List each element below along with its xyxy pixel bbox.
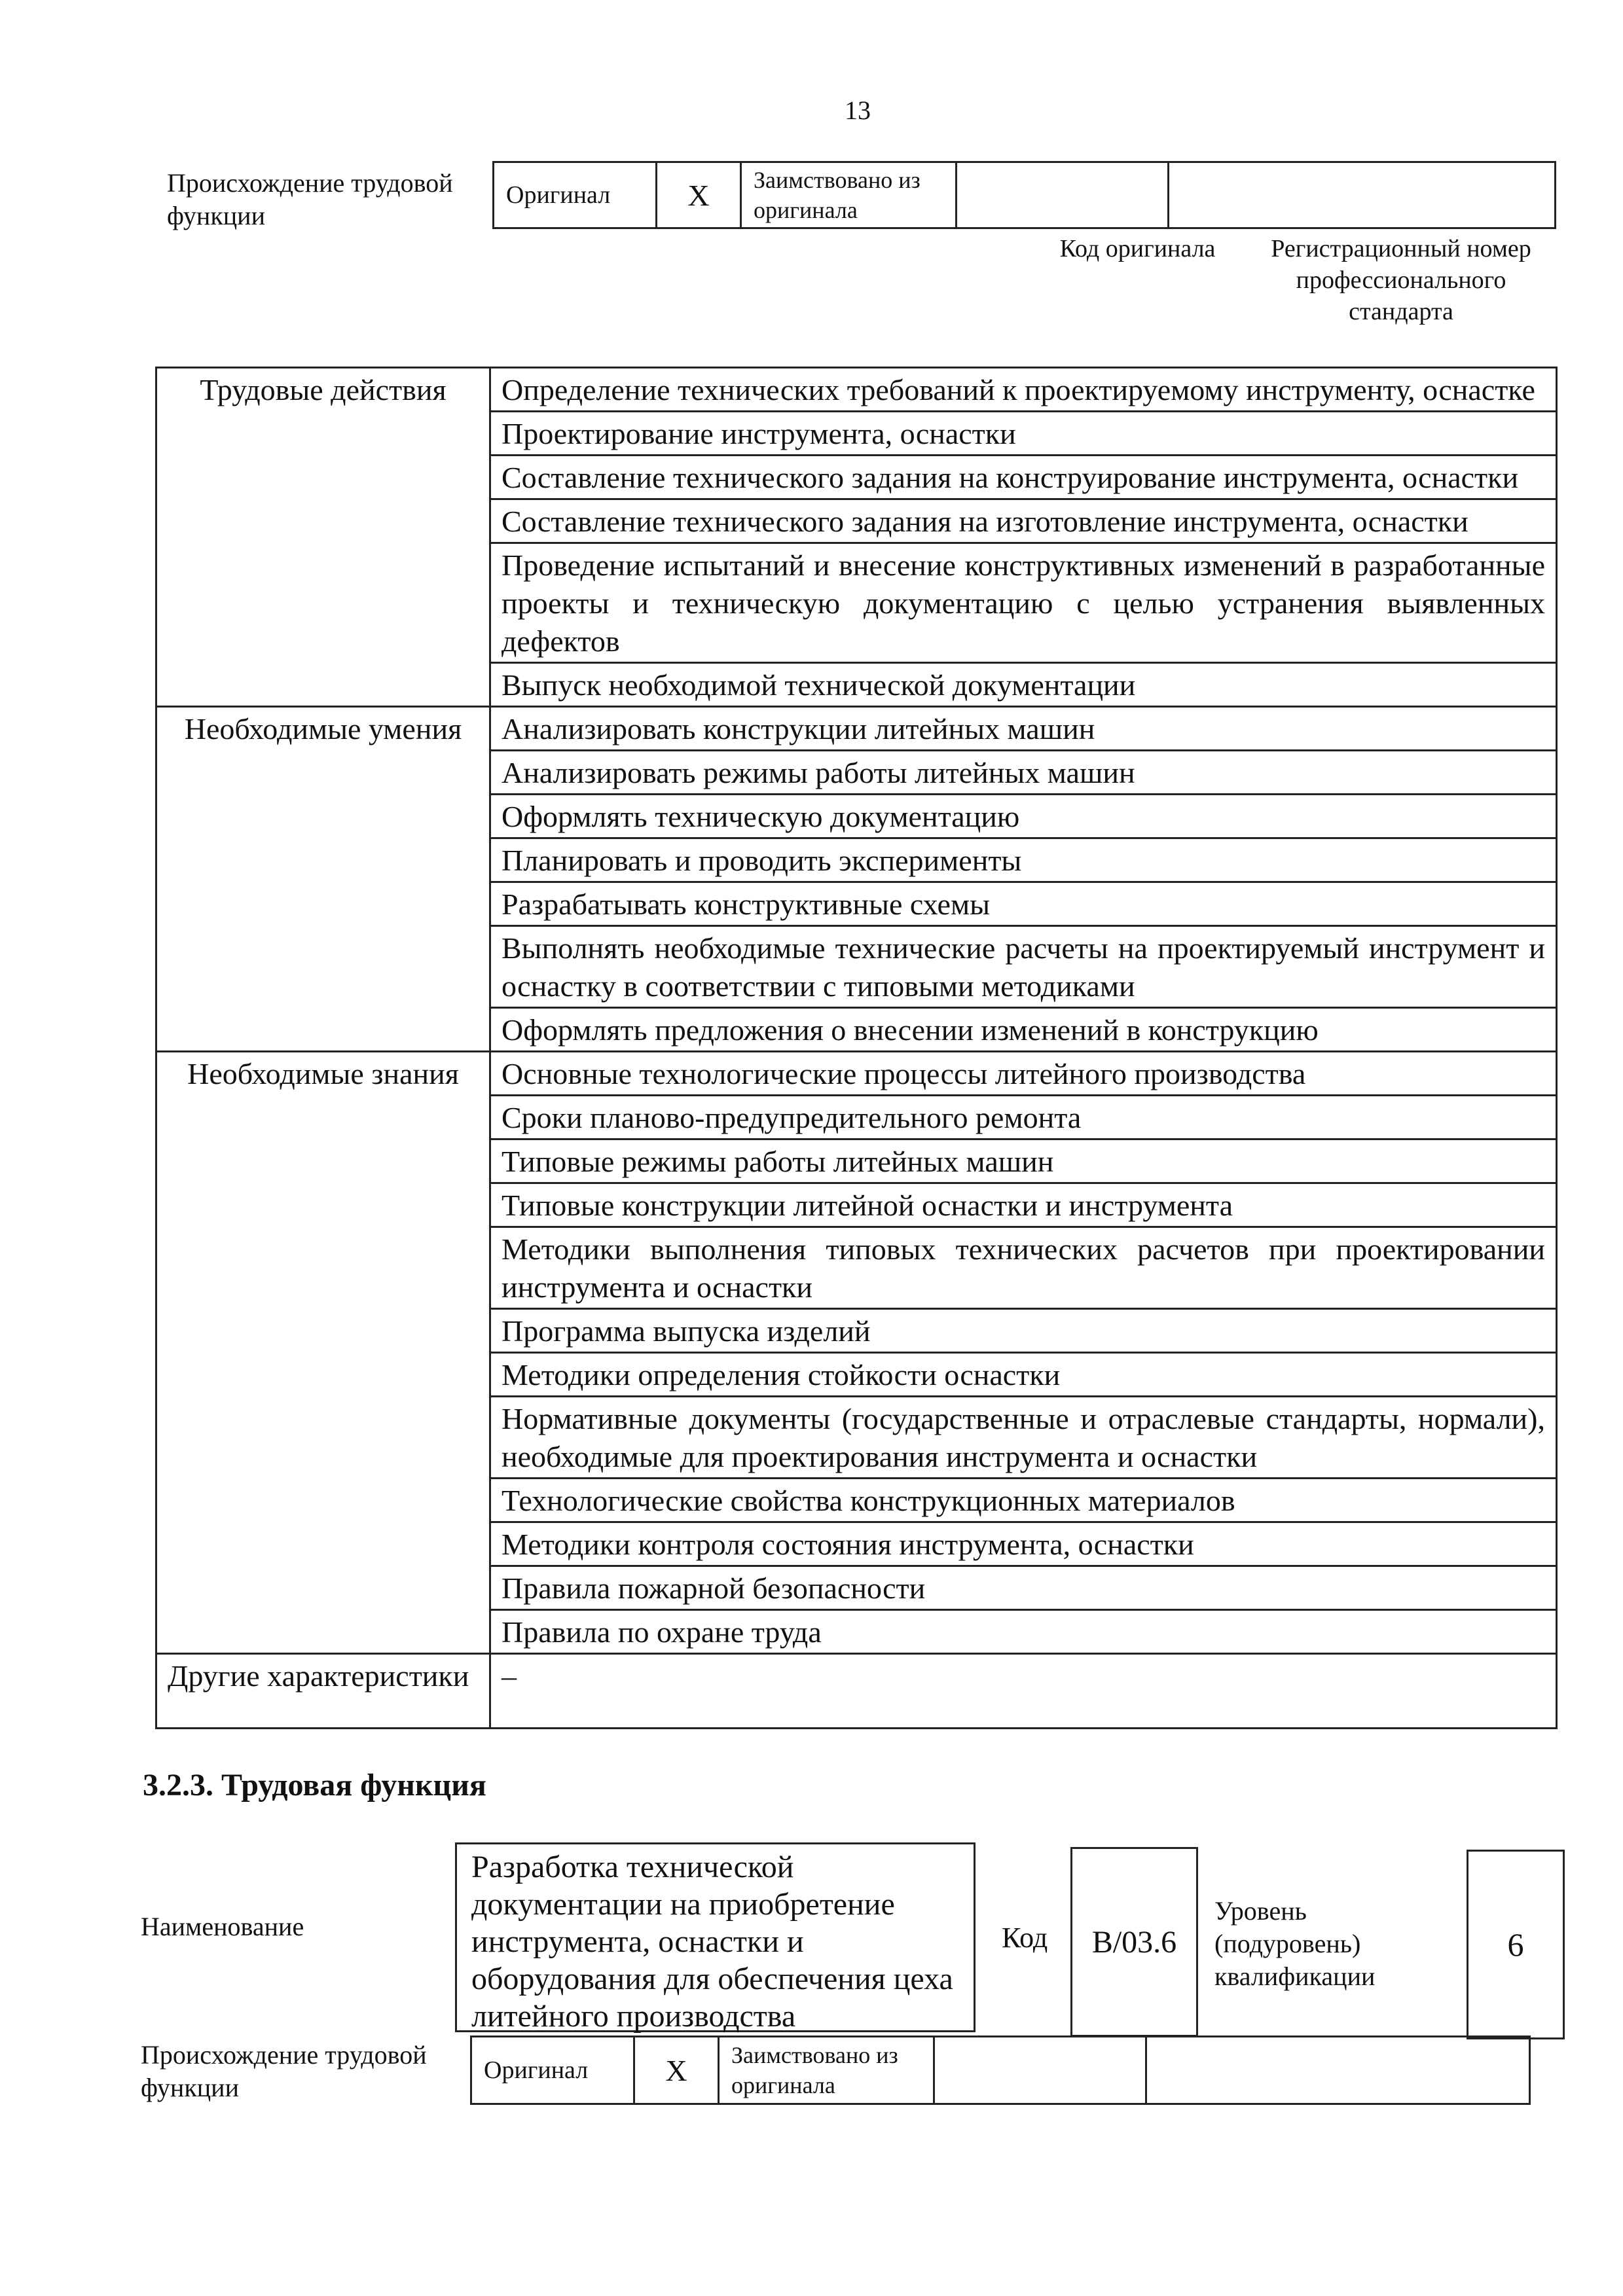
origin-code-cell-bottom xyxy=(934,2037,1146,2104)
origin-original: Оригинал xyxy=(494,162,657,228)
origin-code-cell xyxy=(957,162,1169,228)
skills-label: Необходимые умения xyxy=(156,707,490,1052)
actions-item: Проектирование инструмента, оснастки xyxy=(490,412,1557,456)
skills-item: Оформлять предложения о внесении изменений в конструкцию xyxy=(490,1008,1557,1052)
other-value: – xyxy=(490,1654,1557,1729)
actions-item: Составление технического задания на изготовление инструмента, оснастки xyxy=(490,499,1557,543)
table-row xyxy=(156,1052,1557,1096)
function-code: B/03.6 xyxy=(1070,1847,1198,2037)
knowledge-item: Правила пожарной безопасности xyxy=(490,1566,1557,1610)
actions-label: Трудовые действия xyxy=(156,368,490,707)
skills-item: Разрабатывать конструктивные схемы xyxy=(490,882,1557,926)
skills-item: Анализировать режимы работы литейных машин xyxy=(490,751,1557,795)
origin-mark: X xyxy=(657,162,741,228)
knowledge-item: Сроки планово-предупредительного ремонта xyxy=(490,1096,1557,1139)
knowledge-item: Программа выпуска изделий xyxy=(490,1309,1557,1353)
name-label: Наименование xyxy=(141,1912,304,1941)
skills-item: Оформлять техническую документацию xyxy=(490,795,1557,838)
actions-item: Выпуск необходимой технической документации xyxy=(490,663,1557,707)
level-value: 6 xyxy=(1467,1850,1565,2039)
table-row xyxy=(156,368,1557,412)
knowledge-item: Типовые конструкции литейной оснастки и инструмента xyxy=(490,1183,1557,1227)
section-title: 3.2.3. Трудовая функция xyxy=(143,1768,486,1803)
competency-table xyxy=(155,367,1558,1729)
origin-borrowed-bottom: Заимствовано из оригинала xyxy=(719,2037,934,2104)
knowledge-item: Методики определения стойкости оснастки xyxy=(490,1353,1557,1397)
knowledge-item: Типовые режимы работы литейных машин xyxy=(490,1139,1557,1183)
knowledge-item: Методики выполнения типовых технических расчетов при проектировании инструмента и оснастки xyxy=(490,1227,1557,1309)
origin-label-bottom: Происхождение трудовой функции xyxy=(141,2040,427,2102)
origin-reg-cell xyxy=(1169,162,1556,228)
origin-borrowed: Заимствовано из оригинала xyxy=(741,162,957,228)
actions-item: Определение технических требований к проектируемому инструменту, оснастке xyxy=(490,368,1557,412)
table-row xyxy=(156,1654,1557,1729)
origin-reg-caption: Регистрационный номер профессионального стандарта xyxy=(1271,235,1531,325)
actions-item: Составление технического задания на конструирование инструмента, оснастки xyxy=(490,456,1557,499)
skills-item: Выполнять необходимые технические расчеты на проектируемый инструмент и оснастку в соответствии с типовыми методиками xyxy=(490,926,1557,1008)
level-label: Уровень (подуровень) квалификации xyxy=(1214,1896,1376,1991)
code-label: Код xyxy=(1002,1922,1048,1954)
knowledge-item: Методики контроля состояния инструмента, оснастки xyxy=(490,1522,1557,1566)
knowledge-item: Технологические свойства конструкционных материалов xyxy=(490,1479,1557,1522)
page-number: 13 xyxy=(845,96,871,125)
skills-item: Анализировать конструкции литейных машин xyxy=(490,707,1557,751)
origin-reg-cell-bottom xyxy=(1146,2037,1530,2104)
knowledge-item: Правила по охране труда xyxy=(490,1610,1557,1654)
origin-table-bottom xyxy=(470,2036,1531,2105)
other-label: Другие характеристики xyxy=(156,1654,490,1729)
origin-table xyxy=(492,161,1556,229)
knowledge-label: Необходимые знания xyxy=(156,1052,490,1654)
origin-original-bottom: Оригинал xyxy=(471,2037,634,2104)
table-row xyxy=(156,707,1557,751)
skills-item: Планировать и проводить эксперименты xyxy=(490,838,1557,882)
origin-label: Происхождение трудовой функции xyxy=(167,168,453,230)
knowledge-item: Основные технологические процессы литейного производства xyxy=(490,1052,1557,1096)
knowledge-item: Нормативные документы (государственные и отраслевые стандарты, нормали), необходимые для проектирования инструмента и оснастки xyxy=(490,1397,1557,1479)
function-name: Разработка технической документации на приобретение инструмента, оснастки и оборудования для обеспечения цеха литейного производства xyxy=(455,1842,976,2032)
actions-item: Проведение испытаний и внесение конструктивных изменений в разработанные проекты и техническую документацию с целью устранения выявленных дефектов xyxy=(490,543,1557,663)
origin-code-caption: Код оригинала xyxy=(1059,235,1216,262)
origin-mark-bottom: X xyxy=(634,2037,719,2104)
